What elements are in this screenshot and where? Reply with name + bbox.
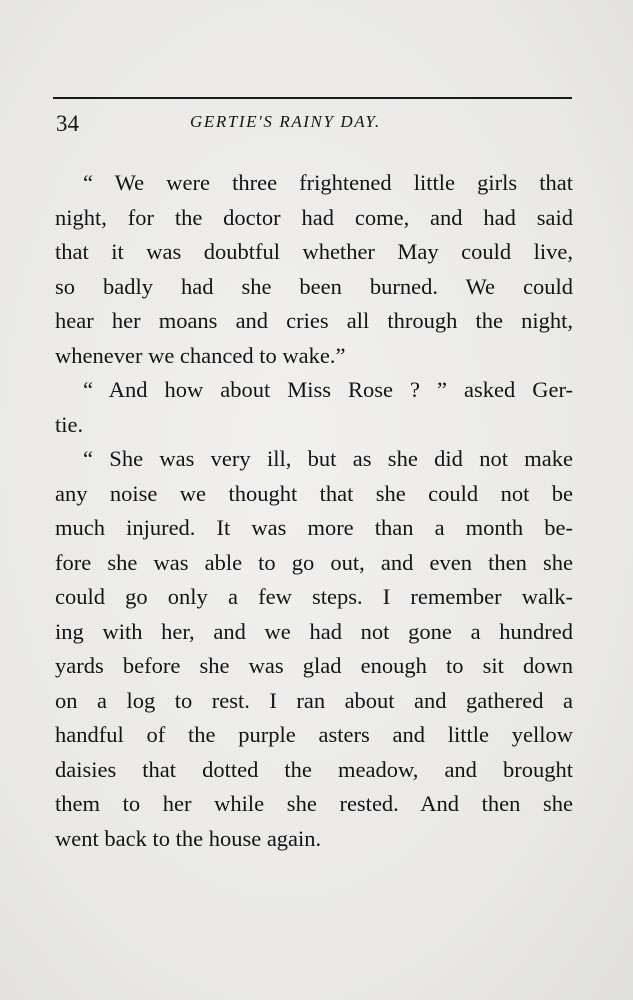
body-text (55, 166, 573, 856)
text-line: them to her while she rested. And then she (55, 791, 573, 816)
header-rule (53, 97, 572, 99)
text-line: daisies that dotted the meadow, and brought (55, 756, 573, 782)
text-line: that it was doubtful whether May could live, (55, 239, 573, 264)
text-line: “ And how about Miss Rose ? ” asked Ger- (83, 377, 573, 402)
text-line: handful of the purple asters and little yellow (55, 722, 573, 747)
text-line: tie. (55, 411, 84, 437)
text-line: whenever we chanced to wake.” (55, 342, 346, 368)
text-line: fore she was able to go out, and even then she (55, 549, 573, 575)
text-line: much injured. It was more than a month be- (55, 515, 573, 540)
text-line: on a log to rest. I ran about and gathered a (55, 687, 573, 713)
text-line: night, for the doctor had come, and had said (55, 204, 573, 230)
text-line: yards before she was glad enough to sit down (55, 653, 573, 678)
text-line: so badly had she been burned. We could (55, 273, 573, 299)
text-line: went back to the house again. (55, 825, 322, 851)
text-line: hear her moans and cries all through the night, (55, 308, 573, 333)
text-line: “ She was very ill, but as she did not make (83, 446, 573, 471)
page-number: 34 (56, 111, 79, 136)
text-line: any noise we thought that she could not be (55, 480, 573, 506)
text-line: ing with her, and we had not gone a hundred (55, 618, 573, 644)
text-line: “ We were three frightened little girls that (83, 170, 573, 195)
running-title: GERTIE'S RAINY DAY. (190, 112, 381, 131)
text-line: could go only a few steps. I remember walk- (55, 584, 573, 609)
